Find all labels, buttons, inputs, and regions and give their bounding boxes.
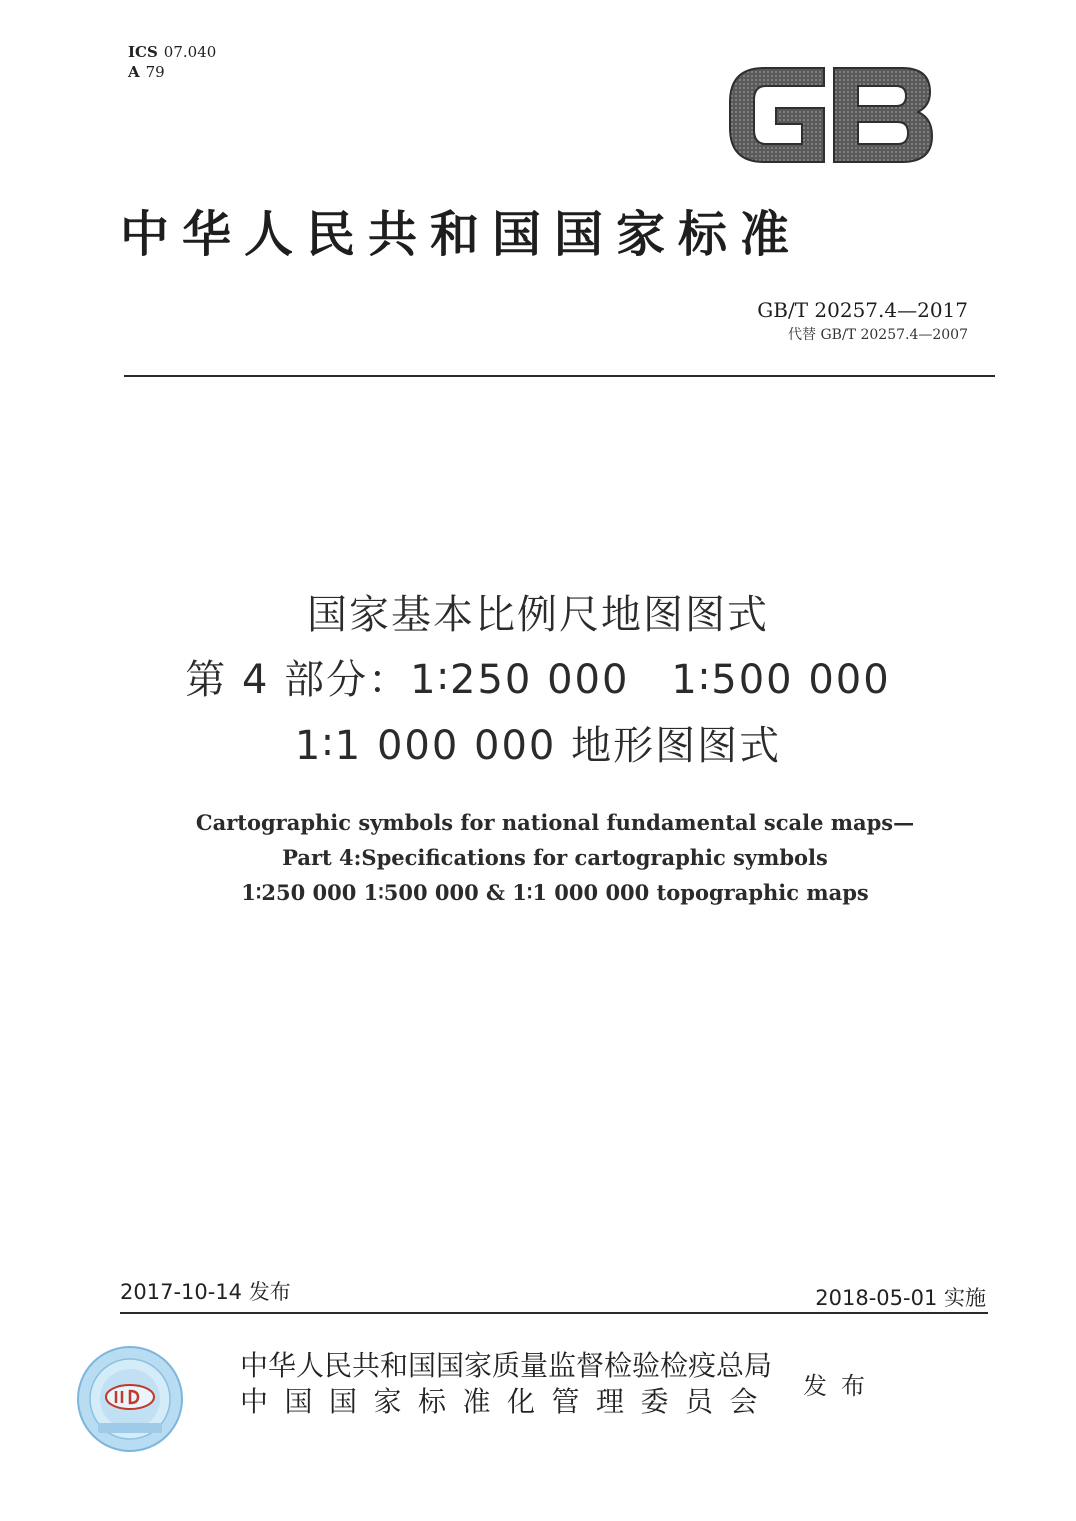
class-line: A 79 (128, 63, 165, 81)
replaces-note: 代替 GB/T 20257.4—2007 (788, 327, 968, 343)
title-cn-line1: 国家基本比例尺地图图式 (307, 592, 769, 638)
class-code: 79 (145, 63, 165, 81)
title-en-line1: Cartographic symbols for national fundamental scale maps— (195, 810, 915, 835)
issuer-aqsiq: 中华人民共和国国家质量监督检验检疫总局 (240, 1349, 773, 1382)
ics-code: 07.040 (163, 43, 217, 61)
publish-label: 发布 (803, 1372, 879, 1400)
gb-logo (726, 62, 936, 168)
ics-line: ICS 07.040 (128, 43, 217, 61)
issuer-sac: 中国国家标准化管理委员会 (240, 1385, 775, 1418)
standard-number: GB/T 20257.4—2017 (757, 298, 968, 322)
ics-block (128, 42, 216, 82)
issue-date: 2017-10-14 发布 (120, 1280, 291, 1304)
header-divider (124, 375, 995, 377)
title-cn-line2: 第 4 部分：1∶250 000 1∶500 000 (185, 657, 891, 703)
footer-divider (120, 1312, 988, 1314)
svg-text:GB: GB (726, 62, 728, 63)
title-en-line3: 1∶250 000 1∶500 000 & 1∶1 000 000 topographic maps (241, 880, 869, 905)
anti-counterfeit-seal-icon (76, 1345, 184, 1453)
national-standard-title: 中华人民共和国国家标准 (120, 205, 803, 263)
title-en-line2: Part 4:Specifications for cartographic symbols (282, 845, 828, 870)
title-cn-line3: 1∶1 000 000 地形图图式 (294, 723, 782, 769)
implementation-date: 2018-05-01 实施 (815, 1286, 986, 1310)
